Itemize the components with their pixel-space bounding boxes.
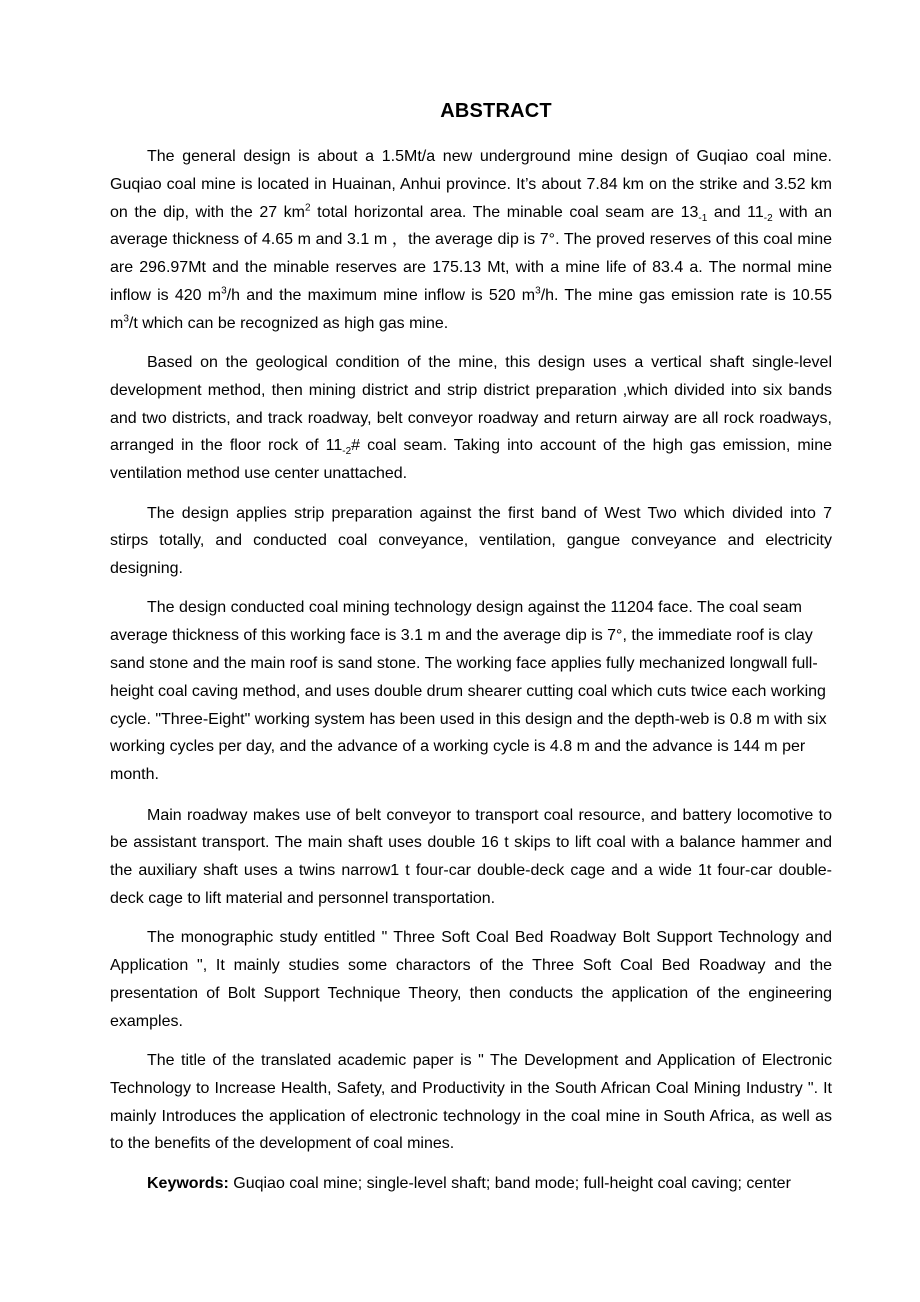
paragraph-transport: Main roadway makes use of belt conveyor to transport coal resource, and battery locomotive to be assistant transport. The main shaft uses double 16 t skips to lift coal with a balance hammer and the auxiliary shaft uses a twins narrow1 t four-car double-deck cage and a wide 1t four-car double-deck cage to lift material and personnel transportation. — [110, 806, 832, 907]
subscript: -2 — [763, 212, 773, 224]
text-span: Based on the geological condition of the mine, this design uses a vertical shaft single-level development method, then mining district and strip district preparation ,which divided into six bands and two districts, and track roadway, belt conveyor roadway and return airway are all rock roadways, arranged in the floor rock of 11 — [110, 354, 832, 455]
abstract-title: ABSTRACT — [440, 100, 552, 122]
paragraph-development-method — [110, 349, 832, 488]
text-span: # coal seam. Taking into account of the high gas emission, mine ventilation method use center unattached. — [110, 437, 833, 483]
paragraph-strip-preparation: The design applies strip preparation against the first band of West Two which divided into 7 stirps totally, and conducted coal conveyance, ventilation, gangue conveyance and electricity designing. — [110, 504, 832, 578]
text-span: /t which can be recognized as high gas mine. — [128, 314, 449, 332]
superscript: 3 — [535, 285, 541, 297]
text-span: /h and the maximum mine inflow is 520 m — [226, 286, 536, 304]
paragraph-general-design — [110, 143, 832, 338]
keywords-text: Guqiao coal mine; single-level shaft; band mode; full-height coal caving; center — [228, 1174, 791, 1192]
superscript: 3 — [123, 313, 129, 325]
paragraph-mining-technology: The design conducted coal mining technology design against the 11204 face. The coal seam average thickness of this working face is 3.1 m and the average dip is 7°, the immediate roof is clay sand stone and the main roof is sand stone. The working face applies fully mechanized longwall full-height coal caving method, and uses double drum shearer cutting coal which cuts twice each working cycle. "Three-Eight" working system has been used in this design and the depth-web is 0.8 m with six working cycles per day, and the advance of a working cycle is 4.8 m and the advance is 144 m per month. — [110, 599, 827, 784]
paragraph-monographic-study: The monographic study entitled " Three Soft Coal Bed Roadway Bolt Support Technology and Application ", It mainly studies some charactors of the Three Soft Coal Bed Roadway and the presentation of Bolt Support Technique Theory, then conducts the application of the engineering examples. — [110, 929, 832, 1030]
keywords-label: Keywords: — [147, 1174, 229, 1192]
text-span: /h. The mine gas emission rate is 10.55 m — [110, 286, 832, 332]
superscript: 2 — [305, 202, 311, 214]
superscript: 3 — [221, 285, 227, 297]
subscript: -2 — [342, 446, 352, 458]
subscript: -1 — [698, 212, 708, 224]
abstract-body — [110, 143, 832, 1209]
text-span: The general design is about a 1.5Mt/a new underground mine design of Guqiao coal mine. Guqiao coal mine is located in Huainan, Anhui province. It’s about 7.84 km on the strike and 3.52 km on the dip, with the 27 km — [110, 148, 832, 221]
text-span: total horizontal area. The minable coal seam are 13 — [310, 203, 699, 221]
keywords-line — [110, 1170, 832, 1198]
paragraph-translated-paper: The title of the translated academic paper is " The Development and Application of Electronic Technology to Increase Health, Safety, and Productivity in the South African Coal Mining Industry ". It mainly Introduces the application of electronic technology in the coal mine in South Africa, as well as to the benefits of the development of coal mines. — [110, 1051, 832, 1153]
text-span: with an average thickness of 4.65 m and 3.1 m ，the average dip is 7°. The proved reserves of this coal mine are 296.97Mt and the minable reserves are 175.13 Mt, with a mine life of 83.4 a. The normal mine inflow is 420 m — [110, 203, 833, 304]
text-span: and 11 — [707, 203, 764, 221]
